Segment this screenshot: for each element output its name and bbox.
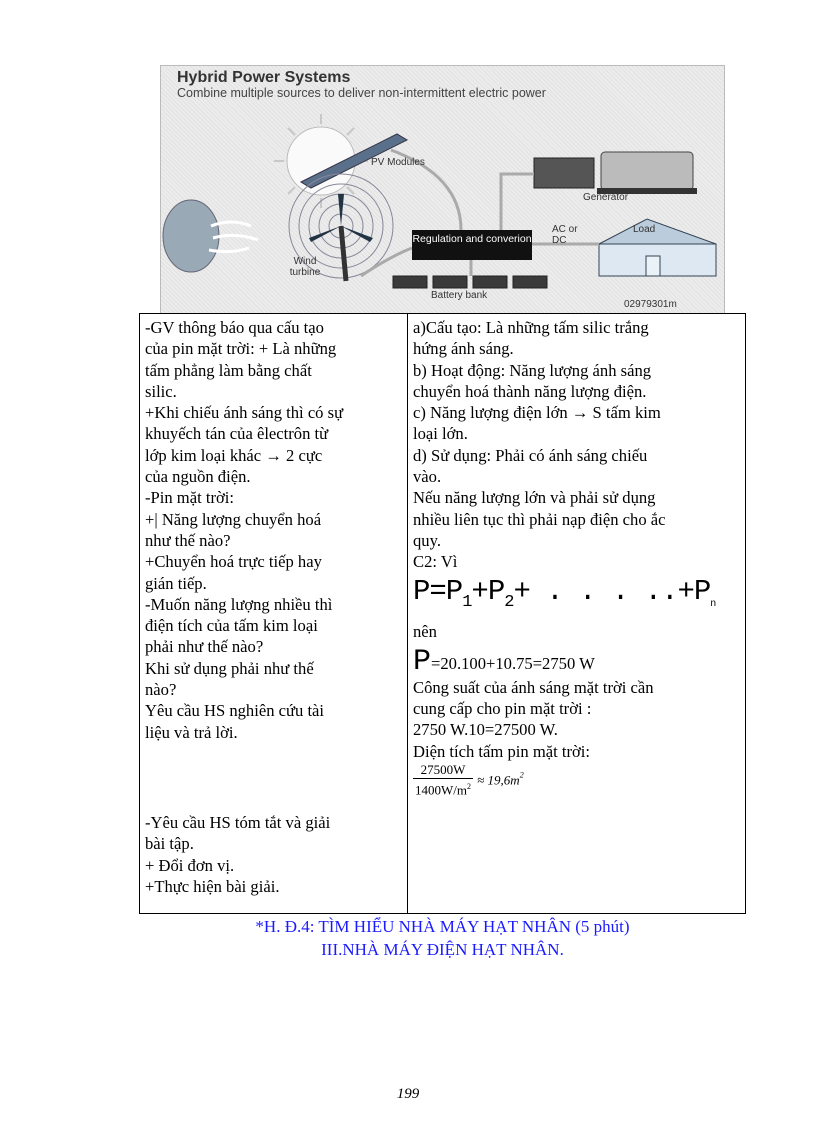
text-line: Công suất của ánh sáng mặt trời cần bbox=[413, 677, 654, 697]
text-line: C2: Vì bbox=[413, 552, 458, 572]
text-line: điện tích của tấm kim loại bbox=[145, 616, 318, 636]
text-line: vào. bbox=[413, 467, 442, 487]
diagram-title: Hybrid Power Systems bbox=[177, 69, 351, 86]
lesson-table bbox=[139, 313, 746, 914]
diagram-subtitle: Combine multiple sources to deliver non-intermittent electric power bbox=[177, 86, 546, 100]
teacher-exercise-lines bbox=[145, 812, 403, 897]
regulation-box: Regulation and converion bbox=[412, 230, 532, 260]
text-line: bài tập. bbox=[145, 834, 194, 854]
power-calc: P=20.100+10.75=2750 W bbox=[413, 644, 595, 679]
generator-icon bbox=[534, 152, 697, 194]
text-line: Yêu cầu HS nghiên cứu tài bbox=[145, 701, 325, 721]
text-line: quy. bbox=[413, 530, 441, 550]
text-line: loại lớn. bbox=[413, 424, 468, 444]
text-line: -Muốn năng lượng nhiều thì bbox=[145, 594, 333, 614]
pv-label: PV Modules bbox=[371, 157, 425, 168]
ac-dc-label: AC or DC bbox=[552, 224, 578, 246]
teacher-activity-cell bbox=[140, 314, 408, 914]
text-line: chuyển hoá thành năng lượng điện. bbox=[413, 381, 647, 401]
generator-label: Generator bbox=[583, 192, 629, 203]
wind-label: Wind turbine bbox=[289, 256, 321, 278]
text-line: khuyếch tán của êlectrôn từ bbox=[145, 424, 329, 444]
battery-bank-icon bbox=[393, 276, 547, 288]
wind-face-icon bbox=[163, 200, 219, 272]
text-line: hứng ánh sáng. bbox=[413, 339, 514, 359]
text-line: +Khi chiếu ánh sáng thì có sự bbox=[145, 403, 344, 423]
text-line: Khi sử dụng phải như thế bbox=[145, 658, 314, 678]
teacher-activity-lines bbox=[145, 317, 403, 743]
section-heading-activity: *H. Đ.4: TÌM HIỂU NHÀ MÁY HẠT NHÂN (5 phút) bbox=[255, 917, 630, 936]
text-line: silic. bbox=[145, 381, 177, 401]
house-icon bbox=[599, 219, 716, 276]
text-line: + Đổi đơn vị. bbox=[145, 855, 235, 875]
area-calc-lines bbox=[413, 677, 741, 762]
text-line: gián tiếp. bbox=[145, 573, 207, 593]
text-line: +| Năng lượng chuyển hoá bbox=[145, 509, 322, 529]
text-line: như thế nào? bbox=[145, 530, 231, 550]
text-line: nhiều liên tục thì phải nạp điện cho ắc bbox=[413, 509, 666, 529]
text-line: -GV thông báo qua cấu tạo bbox=[145, 318, 324, 337]
diagram-artwork bbox=[161, 66, 724, 313]
text-line: b) Hoạt động: Năng lượng ánh sáng bbox=[413, 360, 652, 380]
text-line: Nếu năng lượng lớn và phải sử dụng bbox=[413, 488, 656, 508]
nen-text: nên bbox=[413, 622, 437, 642]
text-line: -Pin mặt trời: bbox=[145, 488, 234, 508]
text-line: 2750 W.10=27500 W. bbox=[413, 720, 558, 740]
text-line: c) Năng lượng điện lớn → S tấm kim bbox=[413, 403, 661, 423]
text-line: +Thực hiện bài giải. bbox=[145, 876, 280, 896]
text-line: cung cấp cho pin mặt trời : bbox=[413, 698, 592, 718]
text-line: Diện tích tấm pin mặt trời: bbox=[413, 741, 590, 761]
text-line: -Yêu cầu HS tóm tắt và giải bbox=[145, 812, 331, 832]
power-sum-formula: $P=P_1+P_2+$ . . . $..+P_n$ bbox=[413, 574, 716, 612]
hybrid-power-diagram bbox=[160, 65, 725, 314]
content-lines bbox=[413, 317, 741, 573]
battery-label: Battery bank bbox=[431, 290, 488, 301]
text-line: tấm phẳng làm bằng chất bbox=[145, 360, 312, 380]
text-line: a)Cấu tạo: Là những tấm silic trắng bbox=[413, 318, 649, 337]
text-line: của nguồn điện. bbox=[145, 467, 251, 487]
text-line: d) Sử dụng: Phải có ánh sáng chiếu bbox=[413, 445, 648, 465]
page-number: 199 bbox=[396, 1086, 420, 1102]
content-cell bbox=[408, 314, 746, 914]
text-line: của pin mặt trời: + Là những bbox=[145, 339, 337, 359]
text-line: lớp kim loại khác → 2 cực bbox=[145, 445, 323, 465]
text-line: phải như thế nào? bbox=[145, 637, 264, 657]
image-code: 02979301m bbox=[624, 299, 677, 310]
text-line: liệu và trả lời. bbox=[145, 722, 238, 742]
load-label: Load bbox=[633, 224, 656, 235]
area-formula: $\frac{27500W}{1400W/m^2}$ ≈ $19,6m^2$ bbox=[415, 761, 524, 798]
section-heading-nuclear: III.NHÀ MÁY ĐIỆN HẠT NHÂN. bbox=[321, 940, 564, 959]
text-line: +Chuyển hoá trực tiếp hay bbox=[145, 552, 322, 572]
text-line: nào? bbox=[145, 680, 177, 700]
